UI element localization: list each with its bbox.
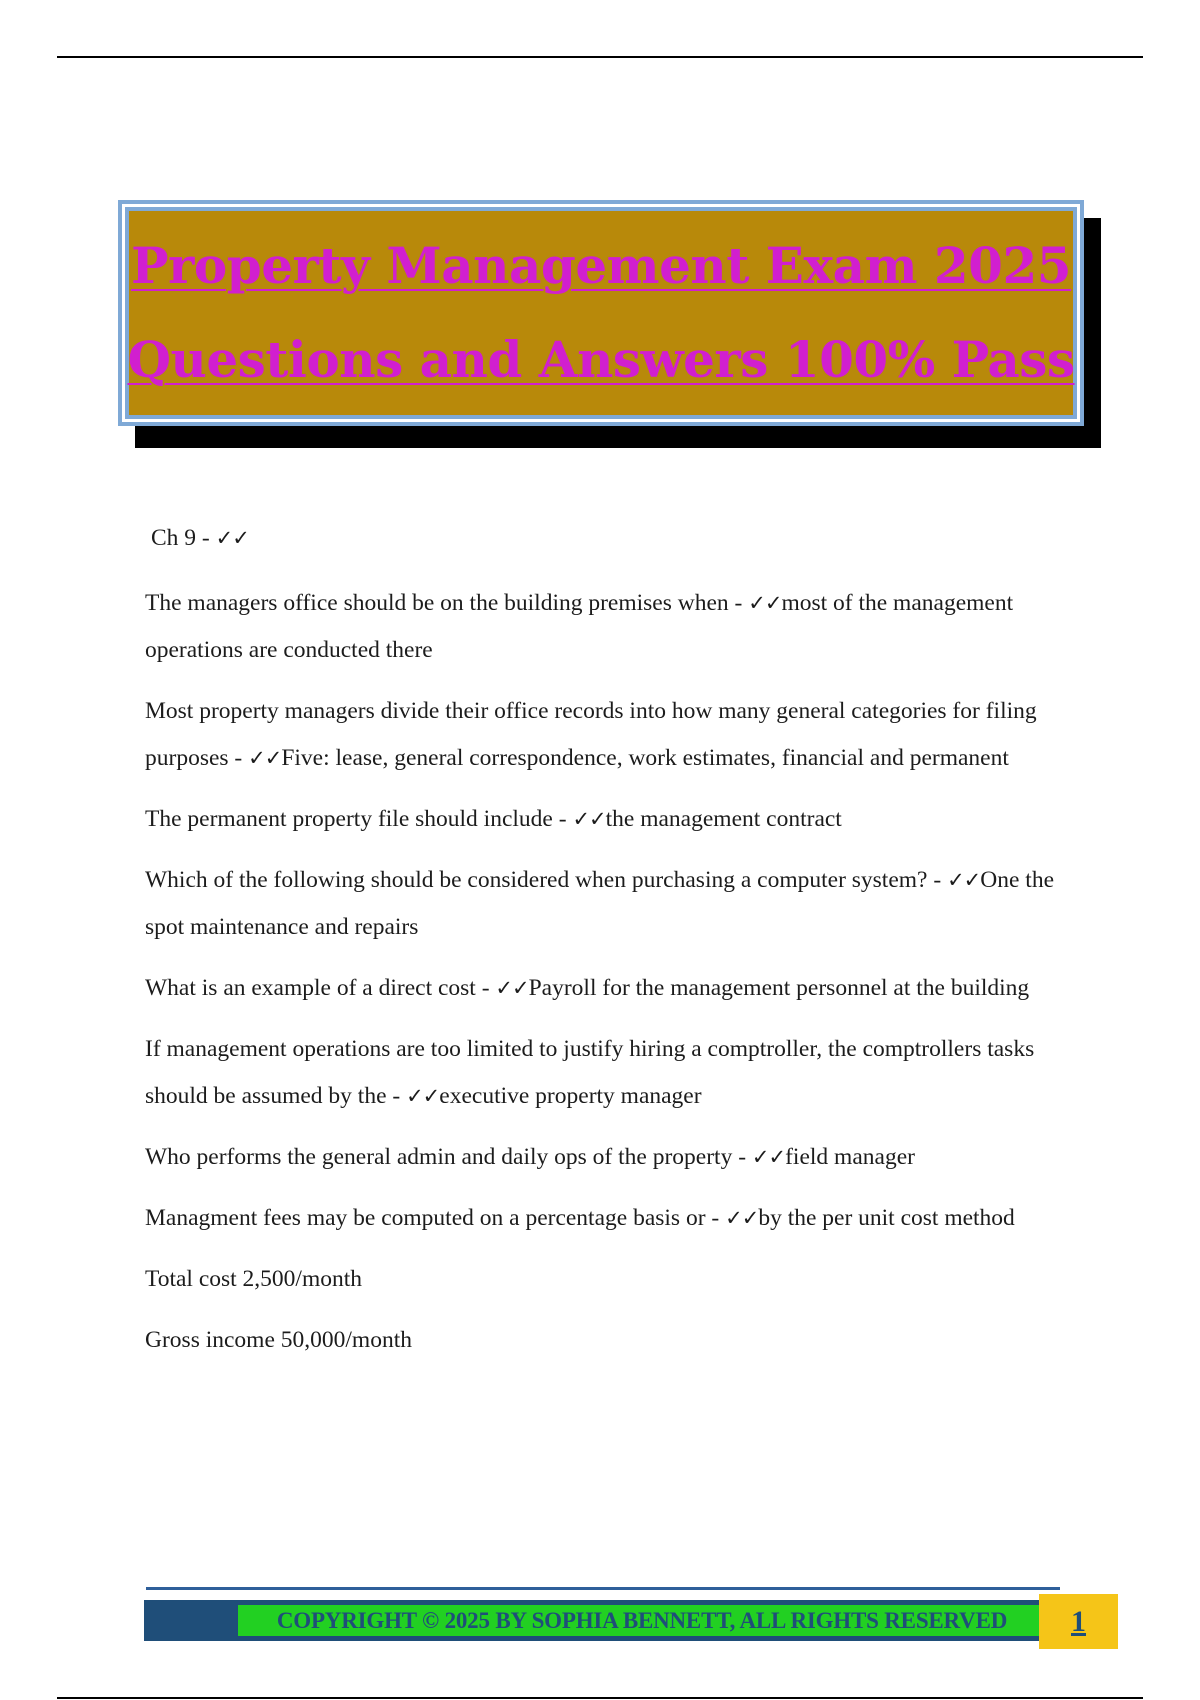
qa-item bbox=[145, 580, 1065, 674]
checkmark-icon: ✓✓ bbox=[495, 976, 529, 1000]
answer-text: Payroll for the management personnel at the building bbox=[528, 975, 1030, 1001]
footer-rule bbox=[146, 1587, 1060, 1590]
qa-item bbox=[145, 965, 1065, 1012]
text-line-gross-income: Gross income 50,000/month bbox=[145, 1327, 412, 1353]
answer-text: Five: lease, general correspondence, work estimates, financial and permanent bbox=[281, 745, 1009, 771]
qa-item bbox=[145, 796, 1065, 843]
answer-text: by the per unit cost method bbox=[758, 1205, 1015, 1231]
checkmark-icon: ✓✓ bbox=[947, 868, 981, 892]
qa-item bbox=[145, 1026, 1065, 1120]
answer-text: most of the management operations are conducted there bbox=[145, 590, 1014, 663]
question-text: Ch 9 - bbox=[151, 525, 216, 551]
question-text: If management operations are too limited to justify hiring a comptroller, the comptrollers tasks should be assumed by the - bbox=[145, 1036, 1035, 1109]
question-text: Who performs the general admin and daily ops of the property - bbox=[145, 1144, 752, 1170]
title-box bbox=[118, 200, 1084, 426]
text-line-total-cost: Total cost 2,500/month bbox=[145, 1266, 363, 1292]
question-text: Managment fees may be computed on a percentage basis or - bbox=[145, 1205, 726, 1231]
top-rule bbox=[57, 56, 1143, 58]
title-line-1: Property Management Exam 2025 bbox=[130, 236, 1072, 295]
qa-item bbox=[145, 857, 1065, 951]
qa-item bbox=[145, 1134, 1065, 1181]
checkmark-icon: ✓✓ bbox=[748, 591, 782, 615]
answer-text: field manager bbox=[785, 1144, 915, 1170]
qa-item bbox=[145, 688, 1065, 782]
question-text: The permanent property file should include - bbox=[145, 806, 573, 832]
document-body bbox=[145, 515, 1065, 1378]
question-text: Most property managers divide their office records into how many general categories for filing purposes - bbox=[145, 698, 1037, 771]
checkmark-icon: ✓✓ bbox=[725, 1206, 759, 1230]
answer-text: One the spot maintenance and repairs bbox=[145, 867, 1055, 940]
title-line-2: Questions and Answers 100% Pass bbox=[127, 330, 1075, 389]
checkmark-icon: ✓✓ bbox=[215, 526, 249, 550]
qa-item bbox=[145, 1195, 1065, 1242]
page-number bbox=[1039, 1594, 1118, 1649]
checkmark-icon: ✓✓ bbox=[751, 1145, 786, 1169]
checkmark-icon: ✓✓ bbox=[572, 807, 606, 831]
page-number-text: 1 bbox=[1071, 1604, 1086, 1638]
answer-text: the management contract bbox=[605, 806, 842, 832]
answer-text: executive property manager bbox=[439, 1083, 702, 1109]
question-text: Which of the following should be considered when purchasing a computer system? - bbox=[145, 867, 948, 893]
qa-item bbox=[151, 515, 1065, 562]
bottom-rule bbox=[57, 1697, 1143, 1699]
checkmark-icon: ✓✓ bbox=[248, 746, 282, 770]
question-text: What is an example of a direct cost - bbox=[145, 975, 496, 1001]
question-text: The managers office should be on the building premises when - bbox=[145, 590, 749, 616]
copyright-notice: COPYRIGHT © 2025 BY SOPHIA BENNETT, ALL RIGHTS RESERVED bbox=[238, 1605, 1046, 1636]
checkmark-icon: ✓✓ bbox=[406, 1084, 440, 1108]
